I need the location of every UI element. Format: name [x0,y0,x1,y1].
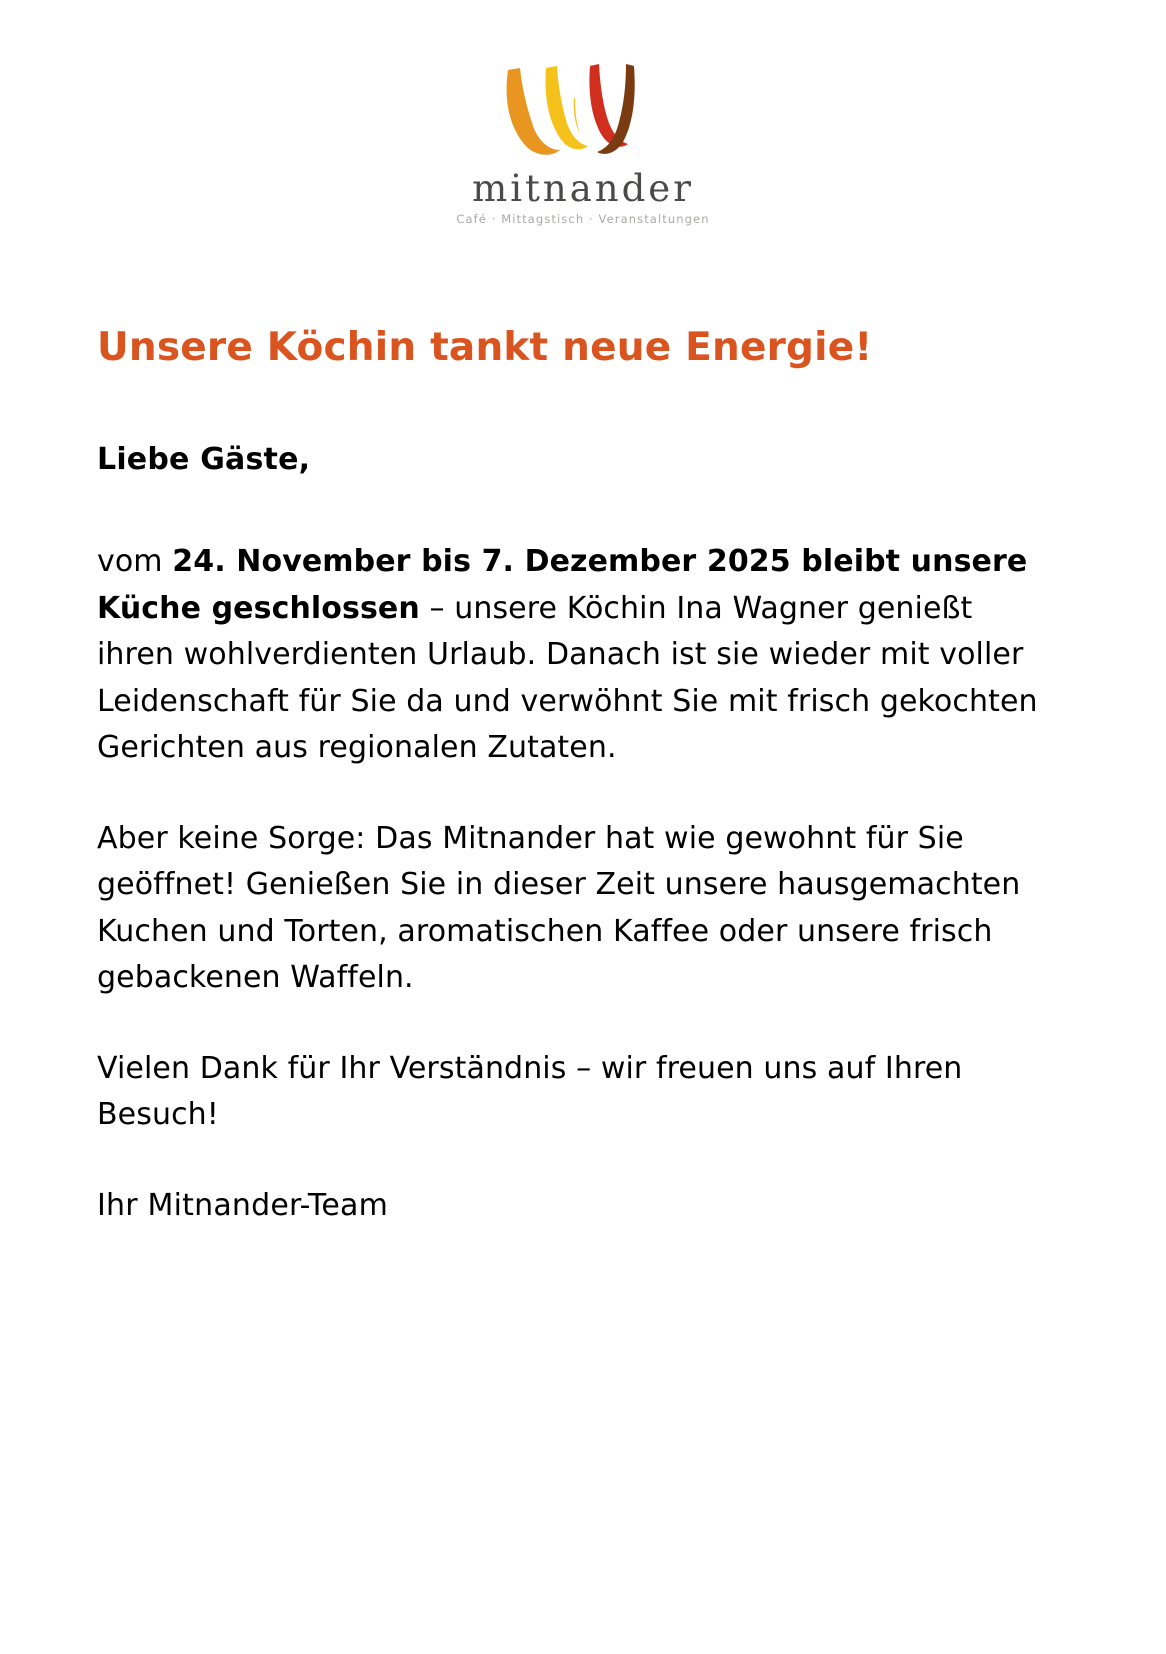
logo-wordmark: mitnander [472,167,694,210]
logo-tagline: Café · Mittagstisch · Veranstaltungen [456,212,710,226]
paragraph-closure-dates [97,539,1057,772]
paragraph1-lead: vom [97,544,173,580]
signature: Ihr Mitnander-Team [97,1187,389,1223]
flame-logo-icon [478,58,688,166]
paragraph-thanks: Vielen Dank für Ihr Verständnis – wir freuen uns auf Ihren Besuch! [97,1050,963,1133]
paragraph1-bold: 24. November bis 7. Dezember 2025 bleibt unsere Küche geschlossen [97,544,1028,626]
notice-content [97,325,1057,1228]
salutation: Liebe Gäste, [97,441,311,477]
page-title: Unsere Köchin tankt neue Energie! [97,325,873,370]
brand-logo [0,58,1166,226]
paragraph-cafe-open: Aber keine Sorge: Das Mitnander hat wie gewohnt für Sie geöffnet! Genießen Sie in dieser Zeit unsere hausgemachten Kuchen und Torten, aromatischen Kaffee oder unsere frisch gebackenen Waffeln. [97,820,1021,996]
paragraph1-rest: – unsere Köchin Ina Wagner genießt ihren wohlverdienten Urlaub. Danach ist sie wieder mit voller Leidenschaft für Sie da und verwöhnt Sie mit frisch gekochten Gerichten aus regionalen Zutaten. [97,590,1038,766]
